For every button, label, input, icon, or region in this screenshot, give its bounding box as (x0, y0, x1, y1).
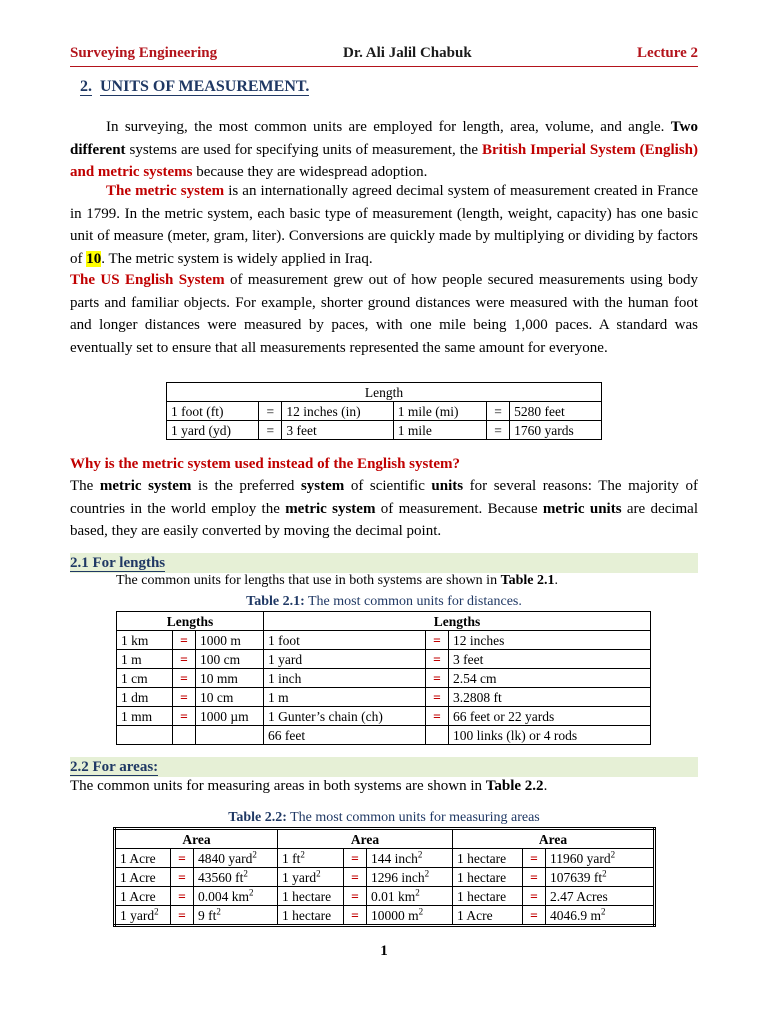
paragraph-intro (70, 116, 698, 184)
table-cell (171, 906, 194, 926)
table-cell: 2.54 cm (449, 669, 651, 688)
table-cell: = (173, 631, 196, 650)
table-cell: 1000 µm (196, 707, 264, 726)
header-divider (70, 66, 698, 67)
table-2-2-caption (70, 810, 698, 826)
table-cell (367, 887, 453, 906)
superscript: 2 (601, 906, 606, 916)
cell-text: 2.47 Acres (550, 888, 608, 904)
table-cell: = (426, 631, 449, 650)
table-row (167, 421, 602, 440)
table-cell: 1 km (117, 631, 173, 650)
table-cell (278, 849, 344, 868)
cell-text: = (178, 869, 186, 885)
table-cell: = (173, 650, 196, 669)
caption-label: Table 2.2: (228, 810, 287, 825)
p4-text: for several reasons: The majority of countries in the world employ the (70, 478, 698, 517)
table-cell: = (426, 650, 449, 669)
table-cell: = (426, 707, 449, 726)
length-table-header: Length (167, 383, 602, 402)
table-row (117, 631, 651, 650)
p4-text: of scientific (344, 478, 432, 494)
cell-text: 107639 ft (550, 869, 603, 885)
table-cell (546, 906, 655, 926)
superscript: 2 (316, 868, 321, 878)
cell-text: = (351, 869, 359, 885)
caption-text: The most common units for measuring areas (286, 810, 540, 825)
subsection-areas-title: 2.2 For areas: (70, 759, 159, 775)
cell-text: 1 hectare (282, 907, 332, 923)
table-cell: 1 yard (264, 650, 426, 669)
p2-highlight: 10 (86, 250, 102, 267)
table-cell: 1 m (117, 650, 173, 669)
cell-text: 144 inch (371, 850, 418, 866)
table-cell: = (426, 688, 449, 707)
table-cell: 1 dm (117, 688, 173, 707)
cell-text: 1 hectare (457, 869, 507, 885)
table-cell (546, 849, 655, 868)
table-cell (171, 868, 194, 887)
table-cell (344, 887, 367, 906)
cell-text: = (351, 850, 359, 866)
table-cell (367, 906, 453, 926)
p4-text: The (70, 478, 100, 494)
p1-bold-1: Two different (70, 119, 698, 158)
table-cell (278, 887, 344, 906)
cell-text: 1 yard (282, 869, 317, 885)
superscript: 2 (418, 906, 424, 916)
section-title-text: UNITS OF MEASUREMENT. (100, 78, 310, 95)
table-cell: 1 cm (117, 669, 173, 688)
table-row (117, 707, 651, 726)
superscript: 2 (415, 887, 420, 897)
cell-text: 1 yard (120, 907, 155, 923)
cell-text: 1 hectare (457, 888, 507, 904)
cell-text: = (178, 850, 186, 866)
table-cell: 1 Gunter’s chain (ch) (264, 707, 426, 726)
table-cell (173, 726, 196, 745)
table-cell (344, 849, 367, 868)
superscript: 2 (417, 849, 423, 859)
areas-table-head: Area (115, 829, 278, 849)
table-cell (426, 726, 449, 745)
superscript: 2 (300, 849, 305, 859)
table-cell: 1 foot (264, 631, 426, 650)
table-cell (115, 849, 171, 868)
table-cell (453, 849, 523, 868)
table-cell: 1 mile (mi) (393, 402, 486, 421)
table-cell: = (173, 669, 196, 688)
table-cell (194, 849, 278, 868)
p3-red-1: The US English System (70, 272, 225, 288)
caption-text: The most common units for distances. (304, 594, 522, 609)
p4-text: of measurement. Because (375, 500, 543, 517)
table-cell: 1760 yards (510, 421, 602, 440)
lengths-table-head-right: Lengths (264, 612, 651, 631)
subsection-areas (70, 757, 698, 777)
table-cell: 10 mm (196, 669, 264, 688)
table-cell (453, 887, 523, 906)
table-cell (194, 906, 278, 926)
table-cell: 100 cm (196, 650, 264, 669)
header-center: Dr. Ali Jalil Chabuk (343, 45, 472, 61)
page-number: 1 (380, 943, 388, 959)
table-cell (344, 906, 367, 926)
table-row (115, 906, 655, 926)
cell-text: 1 Acre (120, 869, 156, 885)
table-cell (194, 887, 278, 906)
cell-text: 43560 ft (198, 869, 244, 885)
cell-text: 1 ft (282, 850, 301, 866)
superscript: 2 (216, 906, 221, 916)
areas-intro-end: . (543, 778, 548, 794)
p1-text-3: because they are widespread adoption. (192, 164, 428, 181)
lengths-intro-text: The common units for lengths that use in both systems are shown in (116, 573, 501, 588)
p4-bold: metric system (285, 500, 376, 517)
areas-intro-text: The common units for measuring areas in both systems are shown in (70, 778, 486, 794)
table-cell (171, 849, 194, 868)
areas-intro (70, 778, 547, 795)
table-cell: 3 feet (449, 650, 651, 669)
cell-text: = (178, 907, 186, 923)
table-cell: 1 mm (117, 707, 173, 726)
p1-text-1: In surveying, the most common units are employed for length, area, volume, and angle. (106, 119, 671, 135)
superscript: 2 (252, 849, 257, 859)
superscript: 2 (249, 887, 254, 897)
table-cell: 66 feet or 22 yards (449, 707, 651, 726)
table-cell (523, 906, 546, 926)
table-cell: = (173, 688, 196, 707)
table-cell (546, 887, 655, 906)
cell-text: 1 Acre (457, 907, 493, 923)
lengths-intro-ref: Table 2.1 (500, 573, 555, 588)
superscript: 2 (243, 868, 248, 878)
p1-red-1: British Imperial System (English) and metric systems (70, 141, 698, 181)
table-cell (367, 849, 453, 868)
paragraph-metric (70, 180, 698, 270)
p3-text-1: of measurement grew out of how people secured measurements using body parts and familiar objects. For example, shorter ground distances were measured with the human foot and longer distances were measured by paces, with one mile being 1,000 paces. A standard was eventually set to ensure that all measurements represented the same amount for everyone. (70, 272, 698, 356)
superscript: 2 (602, 868, 607, 878)
cell-text: 11960 yard (550, 850, 611, 866)
table-cell: 100 links (lk) or 4 rods (449, 726, 651, 745)
cell-text: = (351, 907, 359, 923)
table-cell (546, 868, 655, 887)
areas-intro-ref: Table 2.2 (485, 778, 544, 794)
length-table (166, 382, 602, 440)
p4-bold: metric units (542, 500, 622, 517)
caption-label: Table 2.1: (246, 594, 305, 609)
table-row (117, 650, 651, 669)
table-cell (523, 868, 546, 887)
table-cell (115, 887, 171, 906)
p4-bold: units (431, 478, 464, 494)
cell-text: = (351, 888, 359, 904)
cell-text: 1 Acre (120, 850, 156, 866)
areas-table-head: Area (453, 829, 655, 849)
table-cell (278, 906, 344, 926)
cell-text: 9 ft (198, 907, 217, 923)
table-cell: 10 cm (196, 688, 264, 707)
p1-text-2: systems are used for specifying units of measurement, the (125, 141, 482, 158)
table-cell (115, 906, 171, 926)
cell-text: = (530, 850, 538, 866)
p2-red-1: The metric system (106, 183, 225, 199)
p4-text: is the preferred (191, 478, 301, 494)
table-cell: 1 yard (yd) (167, 421, 259, 440)
table-cell: = (487, 421, 510, 440)
superscript: 2 (610, 849, 616, 859)
table-cell (194, 868, 278, 887)
table-cell: = (259, 421, 282, 440)
table-row (115, 868, 655, 887)
areas-table (113, 827, 656, 927)
table-cell: 12 inches (449, 631, 651, 650)
table-cell: = (173, 707, 196, 726)
cell-text: 1 Acre (120, 888, 156, 904)
header-left: Surveying Engineering (70, 45, 218, 61)
table-row (117, 726, 651, 745)
cell-text: 1 hectare (457, 850, 507, 866)
table-cell: 3.2808 ft (449, 688, 651, 707)
table-cell: 66 feet (264, 726, 426, 745)
subsection-lengths (70, 553, 698, 573)
cell-text: 1296 inch (371, 869, 425, 885)
table-cell (278, 868, 344, 887)
table-2-1-caption (70, 594, 698, 610)
paragraph-why-metric (70, 475, 698, 543)
table-cell: = (259, 402, 282, 421)
table-row (115, 849, 655, 868)
table-cell (523, 849, 546, 868)
cell-text: 1 hectare (282, 888, 332, 904)
lengths-intro-end: . (554, 573, 559, 588)
table-cell (344, 868, 367, 887)
lengths-table (116, 611, 651, 745)
p4-text: are decimal based, they are easily converted by moving the decimal point. (70, 500, 698, 540)
table-cell (523, 887, 546, 906)
table-row (117, 669, 651, 688)
areas-table-head: Area (278, 829, 453, 849)
table-cell: = (487, 402, 510, 421)
table-cell: 5280 feet (510, 402, 602, 421)
table-cell: = (426, 669, 449, 688)
table-cell: 1 m (264, 688, 426, 707)
table-cell (196, 726, 264, 745)
cell-text: 0.004 km (198, 888, 250, 904)
table-cell: 1 mile (393, 421, 486, 440)
section-title (80, 78, 309, 96)
p2-text-1: is an internationally agreed decimal system of measurement created in France in 1799. In the metric system, each basic type of measurement (length, weight, capacity) has one basic unit of measure (meter, gram, liter). Conversions are quickly made by multiplying or dividing by factors of (70, 183, 698, 267)
superscript: 2 (154, 906, 159, 916)
table-cell: 1 inch (264, 669, 426, 688)
table-cell: 12 inches (in) (282, 402, 393, 421)
table-row (167, 402, 602, 421)
p4-bold: system (300, 478, 345, 494)
cell-text: 4840 yard (198, 850, 253, 866)
cell-text: = (530, 888, 538, 904)
lengths-table-head-left: Lengths (117, 612, 264, 631)
cell-text: 0.01 km (371, 888, 416, 904)
cell-text: = (178, 888, 186, 904)
table-cell: 1000 m (196, 631, 264, 650)
table-cell (171, 887, 194, 906)
table-cell (453, 868, 523, 887)
table-row (117, 688, 651, 707)
table-cell (115, 868, 171, 887)
section-number: 2. (80, 78, 92, 95)
table-cell (367, 868, 453, 887)
cell-text: = (530, 869, 538, 885)
paragraph-us-english (70, 269, 698, 359)
table-row (115, 887, 655, 906)
lengths-intro (116, 573, 558, 589)
p4-bold: metric system (99, 478, 192, 494)
cell-text: 4046.9 m (550, 907, 602, 923)
table-cell (453, 906, 523, 926)
question-heading: Why is the metric system used instead of the English system? (70, 456, 460, 472)
superscript: 2 (424, 868, 430, 878)
subsection-lengths-title: 2.1 For lengths (70, 555, 166, 571)
cell-text: = (530, 907, 538, 923)
cell-text: 10000 m (371, 907, 419, 923)
table-cell (117, 726, 173, 745)
header-right: Lecture 2 (637, 45, 698, 61)
p2-text-2: . The metric system is widely applied in Iraq. (101, 250, 373, 267)
table-cell: 1 foot (ft) (167, 402, 259, 421)
table-cell: 3 feet (282, 421, 393, 440)
